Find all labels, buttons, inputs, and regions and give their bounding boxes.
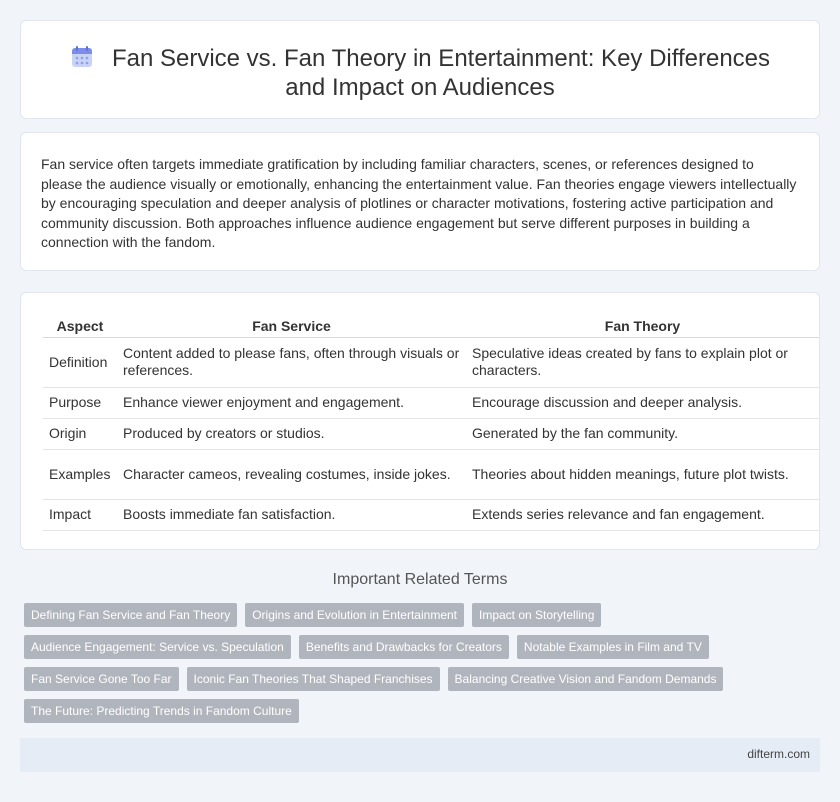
fan-service-cell: Produced by creators or studios. [117,418,466,449]
fan-service-cell: Content added to please fans, often through visuals or references. [117,337,466,387]
fan-theory-cell: Extends series relevance and fan engagement. [466,499,819,530]
table-row [43,499,819,530]
related-term-tag[interactable]: Fan Service Gone Too Far [24,667,179,691]
footer-site-link[interactable]: difterm.com [747,747,810,761]
row-aspect-cell: Examples [43,449,117,499]
column-header-fan-theory: Fan Theory [466,315,819,337]
tag-row [24,699,744,723]
row-aspect-cell: Definition [43,337,117,387]
column-header-fan-service: Fan Service [117,315,466,337]
column-header-aspect: Aspect [43,315,117,337]
related-term-tag[interactable]: Origins and Evolution in Entertainment [245,603,464,627]
fan-theory-cell: Speculative ideas created by fans to explain plot or characters. [466,337,819,387]
tag-row [24,635,744,659]
intro-paragraph: Fan service often targets immediate gratification by including familiar characters, scenes, or references designed to please the audience visually or emotionally, enhancing the entertainment value. Fan theories engage viewers intellectually by encouraging speculation and deeper analysis of plotlines or character motivations, fostering active participation and community discussion. Both approaches influence audience engagement but serve different purposes in building a connection with the fandom. [41,156,797,251]
row-aspect-cell: Impact [43,499,117,530]
table-row [43,387,819,418]
table-header-row [43,315,819,337]
related-term-tag[interactable]: Iconic Fan Theories That Shaped Franchises [187,667,440,691]
page-title: Fan Service vs. Fan Theory in Entertainment: Key Differences and Impact on Audiences [111,45,771,101]
related-term-tag[interactable]: Balancing Creative Vision and Fandom Demands [448,667,724,691]
related-term-tag[interactable]: Benefits and Drawbacks for Creators [299,635,509,659]
table-row [43,449,819,499]
fan-theory-cell: Theories about hidden meanings, future plot twists. [466,449,819,499]
related-term-tag[interactable]: Impact on Storytelling [472,603,601,627]
tag-row [24,603,744,627]
calendar-icon [70,45,94,69]
table-row [43,337,819,387]
row-aspect-cell: Purpose [43,387,117,418]
row-aspect-cell: Origin [43,418,117,449]
title-card [20,20,820,119]
tag-row [24,667,744,691]
related-terms-tags [24,603,744,731]
intro-card [20,132,820,271]
related-terms-heading: Important Related Terms [332,571,508,588]
related-term-tag[interactable]: The Future: Predicting Trends in Fandom Culture [24,699,299,723]
fan-theory-cell: Encourage discussion and deeper analysis. [466,387,819,418]
related-term-tag[interactable]: Notable Examples in Film and TV [517,635,709,659]
related-term-tag[interactable]: Defining Fan Service and Fan Theory [24,603,237,627]
fan-service-cell: Enhance viewer enjoyment and engagement. [117,387,466,418]
related-term-tag[interactable]: Audience Engagement: Service vs. Speculation [24,635,291,659]
fan-service-cell: Character cameos, revealing costumes, inside jokes. [117,449,466,499]
fan-theory-cell: Generated by the fan community. [466,418,819,449]
comparison-card [20,292,820,550]
table-row [43,418,819,449]
comparison-table [43,315,819,531]
title-wrap [21,44,819,102]
footer-bar [20,738,820,772]
fan-service-cell: Boosts immediate fan satisfaction. [117,499,466,530]
